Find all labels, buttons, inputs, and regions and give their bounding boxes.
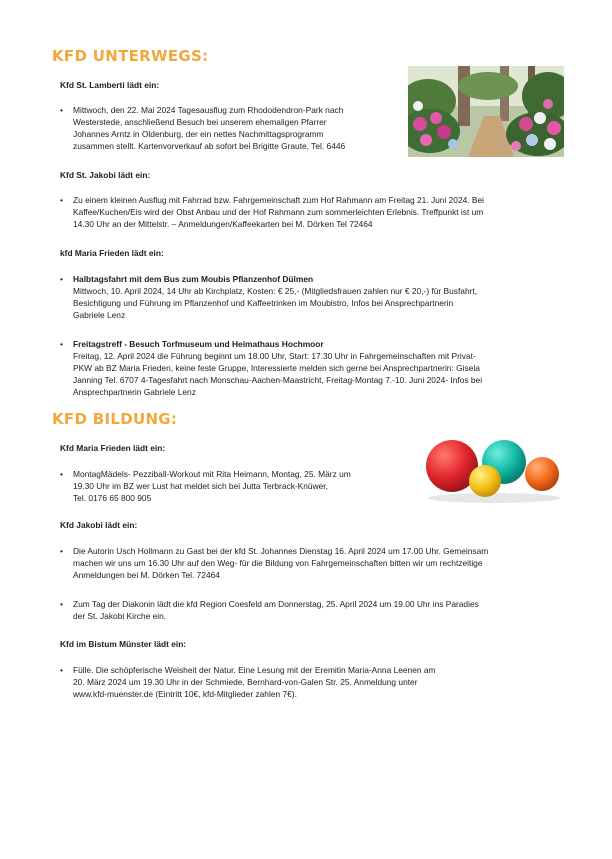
list-item-diakonin — [60, 598, 560, 622]
list-item-jakobi — [60, 194, 560, 230]
text-line: Johannes Arntz in Oldenburg, der ein nettes Nachmittagsprogramm — [73, 129, 324, 139]
item-title: Freitagstreff - Besuch Torfmuseum und Heimathaus Hochmoor — [73, 339, 324, 349]
org-heading-muenster: Kfd im Bistum Münster lädt ein: — [60, 639, 187, 649]
text-line: Tel. 0176 65 800 905 — [73, 493, 152, 503]
text-line: Zu einem kleinen Ausflug mit Fahrrad bzw. Fahrgemeinschaft zum Hof Rahmann am Freitag 21. Juni 2024. Bei — [73, 195, 485, 205]
bullet: • — [60, 599, 63, 609]
text-line: 14.30 Uhr an der Mittelstr. – Anmeldungen/Kaffeekarten bei M. Dörken Tel 72464 — [73, 219, 373, 229]
bullet: • — [60, 665, 63, 675]
list-item-lesung — [60, 664, 560, 700]
rhododendron-garden-photo — [408, 66, 564, 157]
text-line: Kaffee/Kuchen/Eis wird der Obst Anbau und der Hof Rahmann zum sommerleichten Erlebnis. Treffpunkt ist um — [73, 207, 484, 217]
text-line: Mittwoch, den 22. Mai 2024 Tagesausflug zum Rhododendron-Park nach — [73, 105, 344, 115]
list-item-moubis — [60, 273, 560, 321]
list-item-pezziball — [60, 468, 410, 504]
text-line: Westerstede, anschließend Besuch bei unserem ehemaligen Pfarrer — [73, 117, 327, 127]
text-line: Zum Tag der Diakonin lädt die kfd Region Coesfeld am Donnerstag, 25. April 2024 um 19.00 Uhr ins Paradies — [73, 599, 479, 609]
section-title-unterwegs: KFD UNTERWEGS: — [52, 47, 209, 65]
item-title: Halbtagsfahrt mit dem Bus zum Moubis Pflanzenhof Dülmen — [73, 274, 314, 284]
text-line: Freitag, 12. April 2024 die Führung beginnt um 18.00 Uhr, Start: 17.30 Uhr in Fahrgemeinschaften mit Privat- — [73, 351, 476, 361]
text-line: zusammen stellt. Kartenvorverkauf ab sofort bei Brigitte Graute, Tel. 6446 — [73, 141, 346, 151]
org-heading-lamberti: Kfd St. Lamberti lädt ein: — [60, 80, 160, 90]
text-line: Fülle. Die schöpferische Weisheit der Natur. Eine Lesung mit der Eremitin Maria-Anna Leenen am — [73, 665, 436, 675]
bullet: • — [60, 105, 63, 115]
text-line: PKW ab BZ Maria Frieden, keine feste Gruppe, Interessierte melden sich gerne bei Ansprechpartnerin: Gisela — [73, 363, 480, 373]
text-line: Mittwoch, 10. April 2024, 14 Uhr ab Kirchplatz, Kosten: € 25,- (Mitgliedsfrauen zahlen nur € 20,-) für Busfahrt, — [73, 286, 478, 296]
list-item-lamberti — [60, 104, 400, 152]
org-heading-jakobi: Kfd St. Jakobi lädt ein: — [60, 170, 151, 180]
org-heading-maria-frieden: kfd Maria Frieden lädt ein: — [60, 248, 164, 258]
list-item-hollmann — [60, 545, 560, 581]
list-item-torfmuseum — [60, 338, 560, 398]
text-line: 20. März 2024 um 19.30 Uhr in der Schmiede, Bernhard-von-Galen Str. 25. Anmeldung unter — [73, 677, 418, 687]
text-line: www.kfd-muenster.de (Eintritt 10€, kfd-Mitglieder zahlen 7€). — [73, 689, 297, 699]
text-line: Ansprechpartnerin Gabriele Lenz — [73, 387, 196, 397]
text-line: MontagMädels- Pezziball-Workout mit Rita Heimann, Montag, 25. März um — [73, 469, 351, 479]
org-heading-jakobi-bildung: Kfd Jakobi lädt ein: — [60, 520, 138, 530]
text-line: der St. Jakobi Kirche ein. — [73, 611, 167, 621]
text-line: Janning Tel. 6707 4-Tagesfahrt nach Monschau-Aachen-Maastricht, Freitag-Montag 7.-10. Juni 2024- Infos bei — [73, 375, 483, 385]
bullet: • — [60, 195, 63, 205]
bullet: • — [60, 469, 63, 479]
bullet: • — [60, 274, 63, 284]
text-line: Gabriele Lenz — [73, 310, 126, 320]
org-heading-maria-frieden-bildung: Kfd Maria Frieden lädt ein: — [60, 443, 166, 453]
bullet: • — [60, 339, 63, 349]
bullet: • — [60, 546, 63, 556]
pezziballs-photo — [424, 434, 564, 504]
text-line: Besichtigung und Führung im Pflanzenhof und Kaffeetrinken im Moubistro, Infos bei Ansprechpartnerin — [73, 298, 454, 308]
text-line: Die Autorin Usch Hollmann zu Gast bei der kfd St. Johannes Dienstag 16. April 2024 um 17.00 Uhr. Gemeinsam — [73, 546, 489, 556]
text-line: 19.30 Uhr im BZ wer Lust hat meldet sich bei Jutta Terbrack-Knüwer, — [73, 481, 328, 491]
text-line: Anmeldungen bei M. Dörken Tel. 72464 — [73, 570, 220, 580]
text-line: machen wir uns um 16.30 Uhr auf den Weg- für die Bildung von Fahrgemeinschaften bitten wir um rechtzeitige — [73, 558, 483, 568]
section-title-bildung: KFD BILDUNG: — [52, 410, 178, 428]
